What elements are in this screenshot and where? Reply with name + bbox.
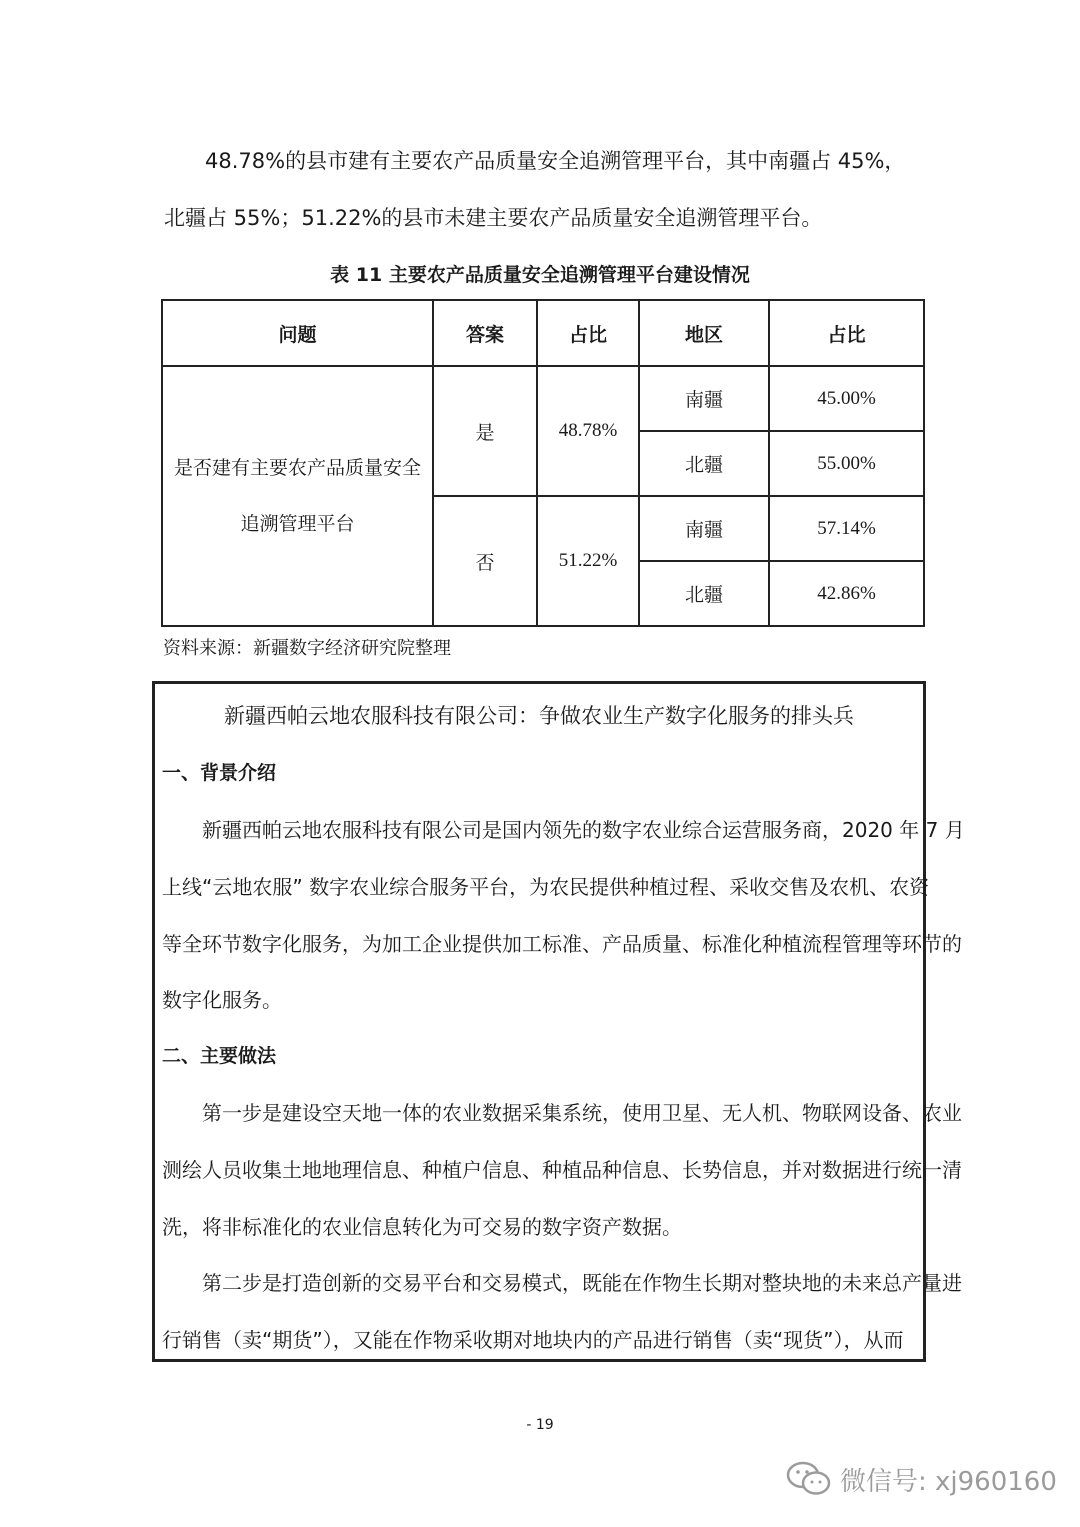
region-cell: 南疆 — [639, 496, 769, 561]
section2-line: 洗，将非标准化的农业信息转化为可交易的数字资产数据。 — [162, 1215, 682, 1239]
share-cell: 48.78% — [537, 366, 639, 496]
header-share: 占比 — [537, 300, 639, 366]
body-paragraph-line-2: 北疆占 55%；51.22%的县市未建主要农产品质量安全追溯管理平台。 — [164, 206, 823, 230]
header-region: 地区 — [639, 300, 769, 366]
section1-line: 等全环节数字化服务，为加工企业提供加工标准、产品质量、标准化种植流程管理等环节的 — [162, 932, 962, 956]
region-share-cell: 57.14% — [769, 496, 924, 561]
section-heading-practices: 二、主要做法 — [162, 1045, 277, 1067]
wechat-id: 微信号: xj960160 — [840, 1466, 1057, 1497]
table-row — [162, 366, 924, 431]
region-cell: 北疆 — [639, 431, 769, 496]
case-study-title: 新疆西帕云地农服科技有限公司：争做农业生产数字化服务的排头兵 — [224, 704, 854, 728]
wechat-icon — [786, 1460, 832, 1498]
answer-cell: 否 — [433, 496, 537, 626]
share-cell: 51.22% — [537, 496, 639, 626]
traceability-table — [161, 299, 925, 627]
header-question: 问题 — [162, 300, 433, 366]
table-header-row — [162, 300, 924, 366]
section2-line: 第一步是建设空天地一体的农业数据采集系统，使用卫星、无人机、物联网设备、农业 — [202, 1101, 962, 1125]
section-heading-background: 一、背景介绍 — [162, 762, 277, 784]
section1-line: 数字化服务。 — [162, 988, 282, 1012]
question-line-1: 是否建有主要农产品质量安全 — [173, 457, 421, 479]
section2-line: 第二步是打造创新的交易平台和交易模式，既能在作物生长期对整块地的未来总产量进 — [202, 1271, 962, 1295]
section2-line: 行销售（卖“期货”），又能在作物采收期对地块内的产品进行销售（卖“现货”），从而 — [162, 1328, 904, 1352]
wechat-watermark — [786, 1460, 1057, 1498]
question-line-2: 追溯管理平台 — [240, 513, 355, 535]
question-cell — [162, 366, 433, 626]
section1-line: 新疆西帕云地农服科技有限公司是国内领先的数字农业综合运营服务商，2020 年 7 月 — [202, 818, 965, 842]
region-share-cell: 55.00% — [769, 431, 924, 496]
header-answer: 答案 — [433, 300, 537, 366]
region-cell: 北疆 — [639, 561, 769, 626]
table-caption: 表 11 主要农产品质量安全追溯管理平台建设情况 — [330, 264, 750, 286]
answer-cell: 是 — [433, 366, 537, 496]
region-share-cell: 42.86% — [769, 561, 924, 626]
header-region-share: 占比 — [769, 300, 924, 366]
body-paragraph-line-1: 48.78%的县市建有主要农产品质量安全追溯管理平台，其中南疆占 45%， — [205, 149, 906, 173]
page-number: - 19 — [526, 1417, 554, 1433]
section1-line: 上线“云地农服” 数字农业综合服务平台，为农民提供种植过程、采收交售及农机、农资 — [162, 875, 930, 899]
region-cell: 南疆 — [639, 366, 769, 431]
section2-line: 测绘人员收集土地地理信息、种植户信息、种植品种信息、长势信息，并对数据进行统一清 — [162, 1158, 962, 1182]
table-source-note: 资料来源：新疆数字经济研究院整理 — [163, 638, 451, 659]
region-share-cell: 45.00% — [769, 366, 924, 431]
